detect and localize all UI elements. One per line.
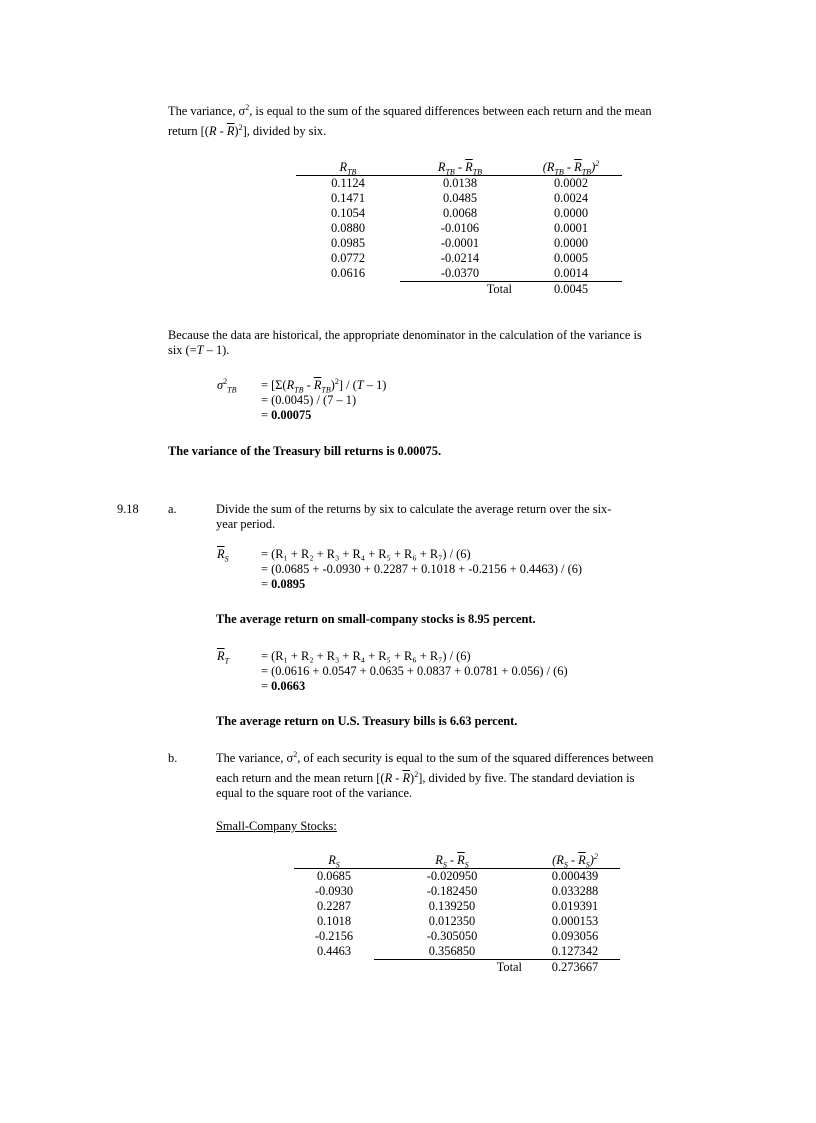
- table-total-row: [294, 960, 620, 976]
- table-cell: -0.305050: [426, 929, 478, 943]
- table-cell: 0.012350: [428, 914, 476, 928]
- table-row: [296, 176, 622, 192]
- table-cell: 0.0005: [553, 251, 589, 265]
- rt-result: 0.0663: [271, 679, 306, 693]
- total-value: 0.273667: [551, 960, 599, 974]
- part-b-instructions: [216, 751, 706, 801]
- table-cell: 0.000439: [551, 869, 599, 883]
- rs-result: 0.0895: [271, 577, 306, 591]
- table-cell: -0.0370: [400, 266, 520, 282]
- table-row: [294, 899, 620, 914]
- table-cell: 0.356850: [374, 944, 530, 960]
- table-row: [296, 206, 622, 221]
- equation-lhs: $\sigma^2_{TB}$: [217, 376, 237, 395]
- table-cell: 0.0138: [442, 176, 478, 190]
- problem-number: 9.18: [117, 502, 139, 516]
- col-header-r-s: $R_S$: [294, 851, 374, 869]
- table-cell: 0.0616: [330, 266, 366, 281]
- table-cell: 0.0685: [316, 869, 352, 883]
- total-value: 0.0045: [553, 282, 589, 296]
- part-b-line-2: each return and the mean return $[(R - \overline{R})^2]$, divided by five. The standard deviation is: [216, 769, 635, 785]
- table-row: [296, 251, 622, 266]
- table-header-row: [296, 158, 622, 176]
- rt-line-2: = (0.0616 + 0.0547 + 0.0635 + 0.0837 + 0.0781 + 0.056) / (6): [261, 664, 568, 678]
- table-cell: 0.0068: [442, 206, 478, 220]
- part-a-line-2: year period.: [216, 517, 276, 531]
- table-row: [294, 929, 620, 944]
- table-cell: 0.1018: [316, 914, 352, 928]
- table-cell: 0.0772: [330, 251, 366, 265]
- rs-lhs: $\overline{R}_S$: [217, 547, 229, 564]
- rt-line-3: = 0.0663: [261, 679, 306, 693]
- col-header-r-tb: $R_{TB}$: [296, 158, 400, 176]
- note-line-1: Because the data are historical, the appropriate denominator in the calculation of the variance is: [168, 328, 642, 342]
- table-cell: -0.0930: [314, 884, 354, 898]
- col-header-squared: $(R_{TB} - \overline{R}_{TB})^2$: [520, 158, 622, 176]
- table-cell: 0.033288: [551, 884, 599, 898]
- tb-variance-conclusion: The variance of the Treasury bill returns is 0.00075.: [168, 444, 442, 458]
- note-line-2: six (=T – 1).: [168, 343, 230, 357]
- rt-line-1: = (R₁ + R₂ + R₃ + R₄ + R₅ + R₆ + R₇) / (6): [261, 649, 471, 663]
- table-cell: 0.0485: [442, 191, 478, 205]
- rs-conclusion: The average return on small-company stocks is 8.95 percent.: [216, 612, 536, 626]
- table-row: [296, 236, 622, 251]
- table-cell: 0.0002: [553, 176, 589, 190]
- small-company-table: [294, 851, 620, 975]
- equation-line-3: = 0.00075: [261, 408, 312, 422]
- denominator-note: [168, 328, 708, 358]
- table-cell: -0.0106: [440, 221, 480, 235]
- table-cell: -0.0214: [440, 251, 480, 265]
- table-row: [294, 914, 620, 929]
- tb-returns-table: [296, 158, 622, 297]
- table-row: [294, 869, 620, 885]
- table-cell: 0.4463: [316, 944, 352, 959]
- table-cell: 0.2287: [316, 899, 352, 913]
- equation-line-1: = $[\Sigma(R_{TB} - \overline{R}_{TB})^2] / (T - 1)$: [261, 376, 387, 395]
- rt-conclusion: The average return on U.S. Treasury bills is 6.63 percent.: [216, 714, 518, 728]
- table-cell: 0.139250: [428, 899, 476, 913]
- part-b-line-3: equal to the square root of the variance.: [216, 786, 413, 800]
- table-row: [296, 266, 622, 282]
- part-b-label: b.: [168, 751, 178, 765]
- rs-line-1: = (R₁ + R₂ + R₃ + R₄ + R₅ + R₆ + R₇) / (6): [261, 547, 471, 561]
- col-header-deviation: $R_S - \overline{R}_S$: [374, 851, 530, 869]
- equation-line-2: = (0.0045) / (7 – 1): [261, 393, 357, 407]
- table-cell: 0.0985: [330, 236, 366, 250]
- table-cell: 0.1054: [330, 206, 366, 220]
- table-row: [296, 191, 622, 206]
- part-a-line-1: Divide the sum of the returns by six to calculate the average return over the six-: [216, 502, 612, 516]
- table-row: [294, 884, 620, 899]
- table-cell: 0.0000: [553, 206, 589, 220]
- table-cell: 0.019391: [551, 899, 599, 913]
- part-b-line-1: The variance, $\sigma^2$, of each security is equal to the sum of the squared differences between: [216, 749, 654, 765]
- rt-lhs: $\overline{R}_T$: [217, 649, 230, 666]
- small-company-heading: Small-Company Stocks:: [216, 819, 337, 833]
- intro-paragraph: [168, 104, 708, 139]
- total-label: Total: [496, 960, 522, 974]
- table-cell: [294, 960, 374, 976]
- table-cell: 0.0014: [520, 266, 622, 282]
- total-label: Total: [486, 282, 512, 296]
- part-a-label: a.: [168, 502, 177, 516]
- table-cell: -0.020950: [426, 869, 478, 883]
- intro-line-2: return $[(R - \overline{R})^2]$, divided by six.: [168, 122, 327, 138]
- table-cell: 0.0001: [553, 221, 589, 235]
- part-a-instructions: [216, 502, 706, 532]
- col-header-squared: $(R_S - \overline{R}_S)^2$: [530, 851, 620, 869]
- table-total-row: [296, 282, 622, 298]
- table-cell: [296, 282, 400, 298]
- table-row: [296, 221, 622, 236]
- table-cell: -0.0001: [440, 236, 480, 250]
- table-cell: 0.127342: [530, 944, 620, 960]
- rs-line-3: = 0.0895: [261, 577, 306, 591]
- table-cell: 0.0000: [553, 236, 589, 250]
- table-cell: 0.000153: [551, 914, 599, 928]
- table-cell: -0.2156: [314, 929, 354, 943]
- table-cell: 0.0024: [553, 191, 589, 205]
- equation-result: 0.00075: [271, 408, 312, 422]
- table-cell: 0.1124: [331, 176, 365, 190]
- rs-line-2: = (0.0685 + -0.0930 + 0.2287 + 0.1018 + -0.2156 + 0.4463) / (6): [261, 562, 583, 576]
- intro-line-1: The variance, $\sigma^2$, is equal to the sum of the squared differences between each return and the mean: [168, 102, 652, 118]
- table-cell: -0.182450: [426, 884, 478, 898]
- table-cell: 0.0880: [330, 221, 366, 235]
- table-row: [294, 944, 620, 960]
- table-cell: 0.093056: [551, 929, 599, 943]
- table-header-row: [294, 851, 620, 869]
- table-cell: 0.1471: [330, 191, 366, 205]
- col-header-deviation: $R_{TB} - \overline{R}_{TB}$: [400, 158, 520, 176]
